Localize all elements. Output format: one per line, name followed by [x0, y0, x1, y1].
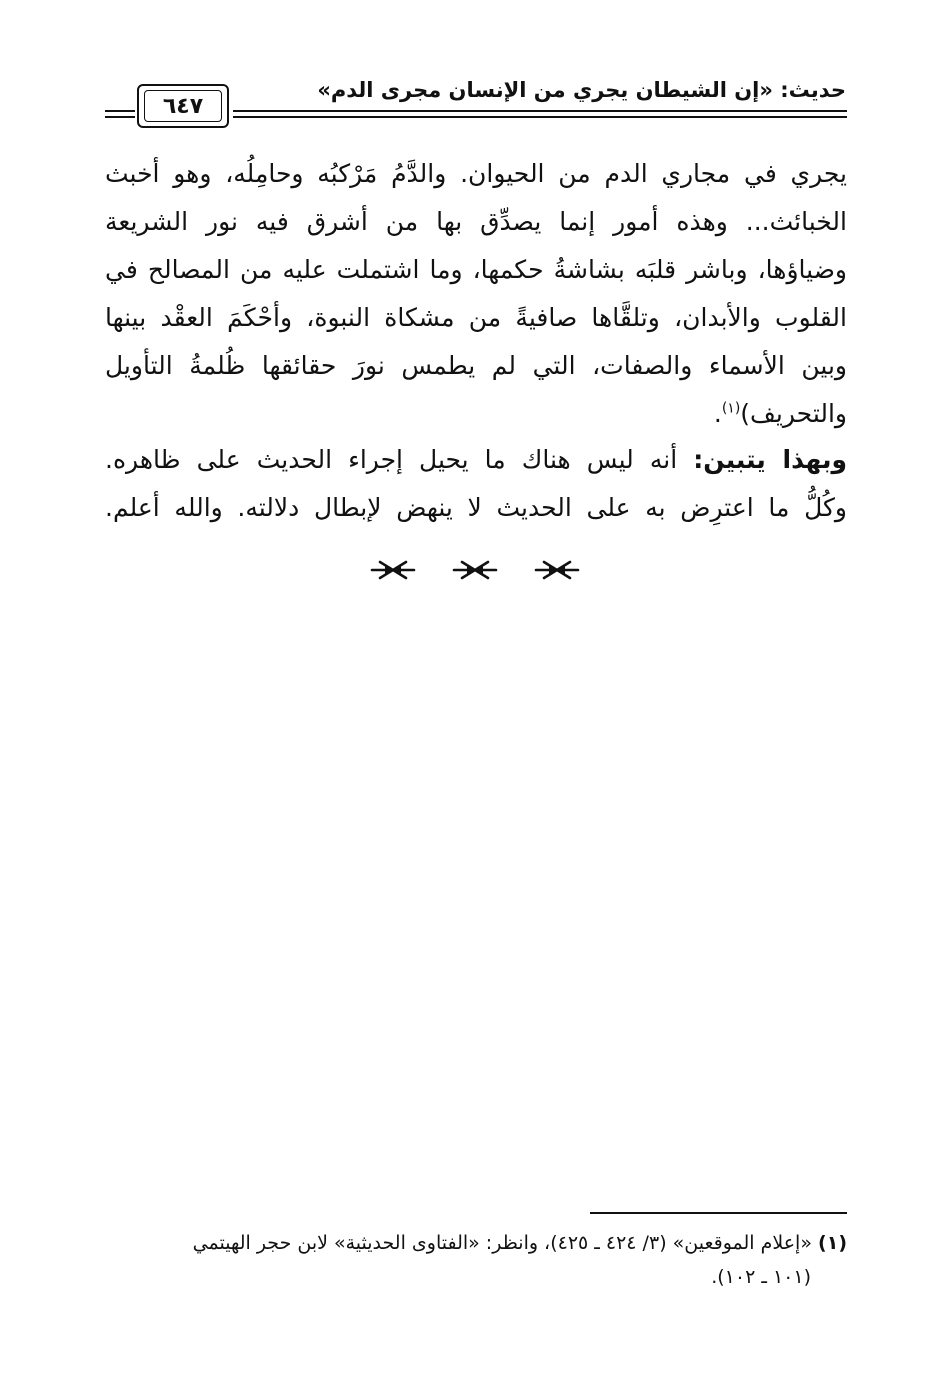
- paragraph-1: [105, 150, 847, 438]
- paragraph-1-line-5: وبين الأسماء والصفات، التي لم يطمس نورَ حقائقها ظُلمةُ التأويل: [105, 351, 847, 380]
- footnote-separator: [590, 1212, 847, 1214]
- header-rule-left-top: [105, 110, 135, 112]
- ornament-glyph-icon: [452, 557, 498, 583]
- footnote-line-1-text: «إعلام الموقعين» (٣/ ٤٢٤ ـ ٤٢٥)، وانظر: «الفتاوى الحديثية» لابن حجر الهيتمي: [192, 1232, 812, 1254]
- footnote: [105, 1226, 847, 1294]
- ornament-glyph-icon: [370, 557, 416, 583]
- paragraph-1-line-1: يجري في مجاري الدم من الحيوان. والدَّمُ مَرْكبُه وحامِلُه، وهو أخبث: [105, 159, 847, 188]
- paragraph-1-line-3: وضياؤها، وباشر قلبَه بشاشةُ حكمها، وما اشتملت عليه من المصالح في: [105, 255, 847, 284]
- running-header-title: حديث: «إن الشيطان يجري من الإنسان مجرى الدم»: [317, 78, 846, 102]
- paragraph-1-line-2: الخبائث... وهذه أمور إنما يصدِّق بها من أشرق فيه نور الشريعة: [105, 207, 847, 236]
- header-rule-right-top: [233, 110, 847, 112]
- paragraph-1-end-mark: .: [713, 399, 722, 428]
- footnote-marker: (١): [818, 1232, 847, 1254]
- footnote-reference: (١): [721, 400, 741, 417]
- paragraph-2-line-1-text: أنه ليس هناك ما يحيل إجراء الحديث على ظاهره.: [105, 445, 694, 474]
- paragraph-1-line-6-text: والتحريف): [740, 399, 847, 428]
- paragraph-2-line-2: وكُلُّ ما اعترِض به على الحديث لا ينهض لإبطال دلالته. والله أعلم.: [105, 493, 847, 522]
- paragraph-2: [105, 436, 847, 532]
- paragraph-2-line-1: [105, 436, 847, 484]
- header-rule-right-bottom: [233, 116, 847, 118]
- page-number-frame: [137, 84, 229, 128]
- paragraph-1-line-4: القلوب والأبدان، وتلقَّاها صافيةً من مشكاة النبوة، وأحْكَمَ العقْد بينها: [105, 303, 847, 332]
- section-end-ornament: [370, 550, 580, 590]
- paragraph-2-lead: وبهذا يتبين:: [693, 445, 847, 474]
- footnote-line-1: [105, 1226, 847, 1260]
- page-number: ٦٤٧: [144, 90, 222, 122]
- paragraph-1-line-6: [105, 390, 847, 438]
- ornament-glyph-icon: [534, 557, 580, 583]
- footnote-line-2: (١٠١ ـ ١٠٢).: [711, 1266, 811, 1288]
- header-rule-left-bottom: [105, 116, 135, 118]
